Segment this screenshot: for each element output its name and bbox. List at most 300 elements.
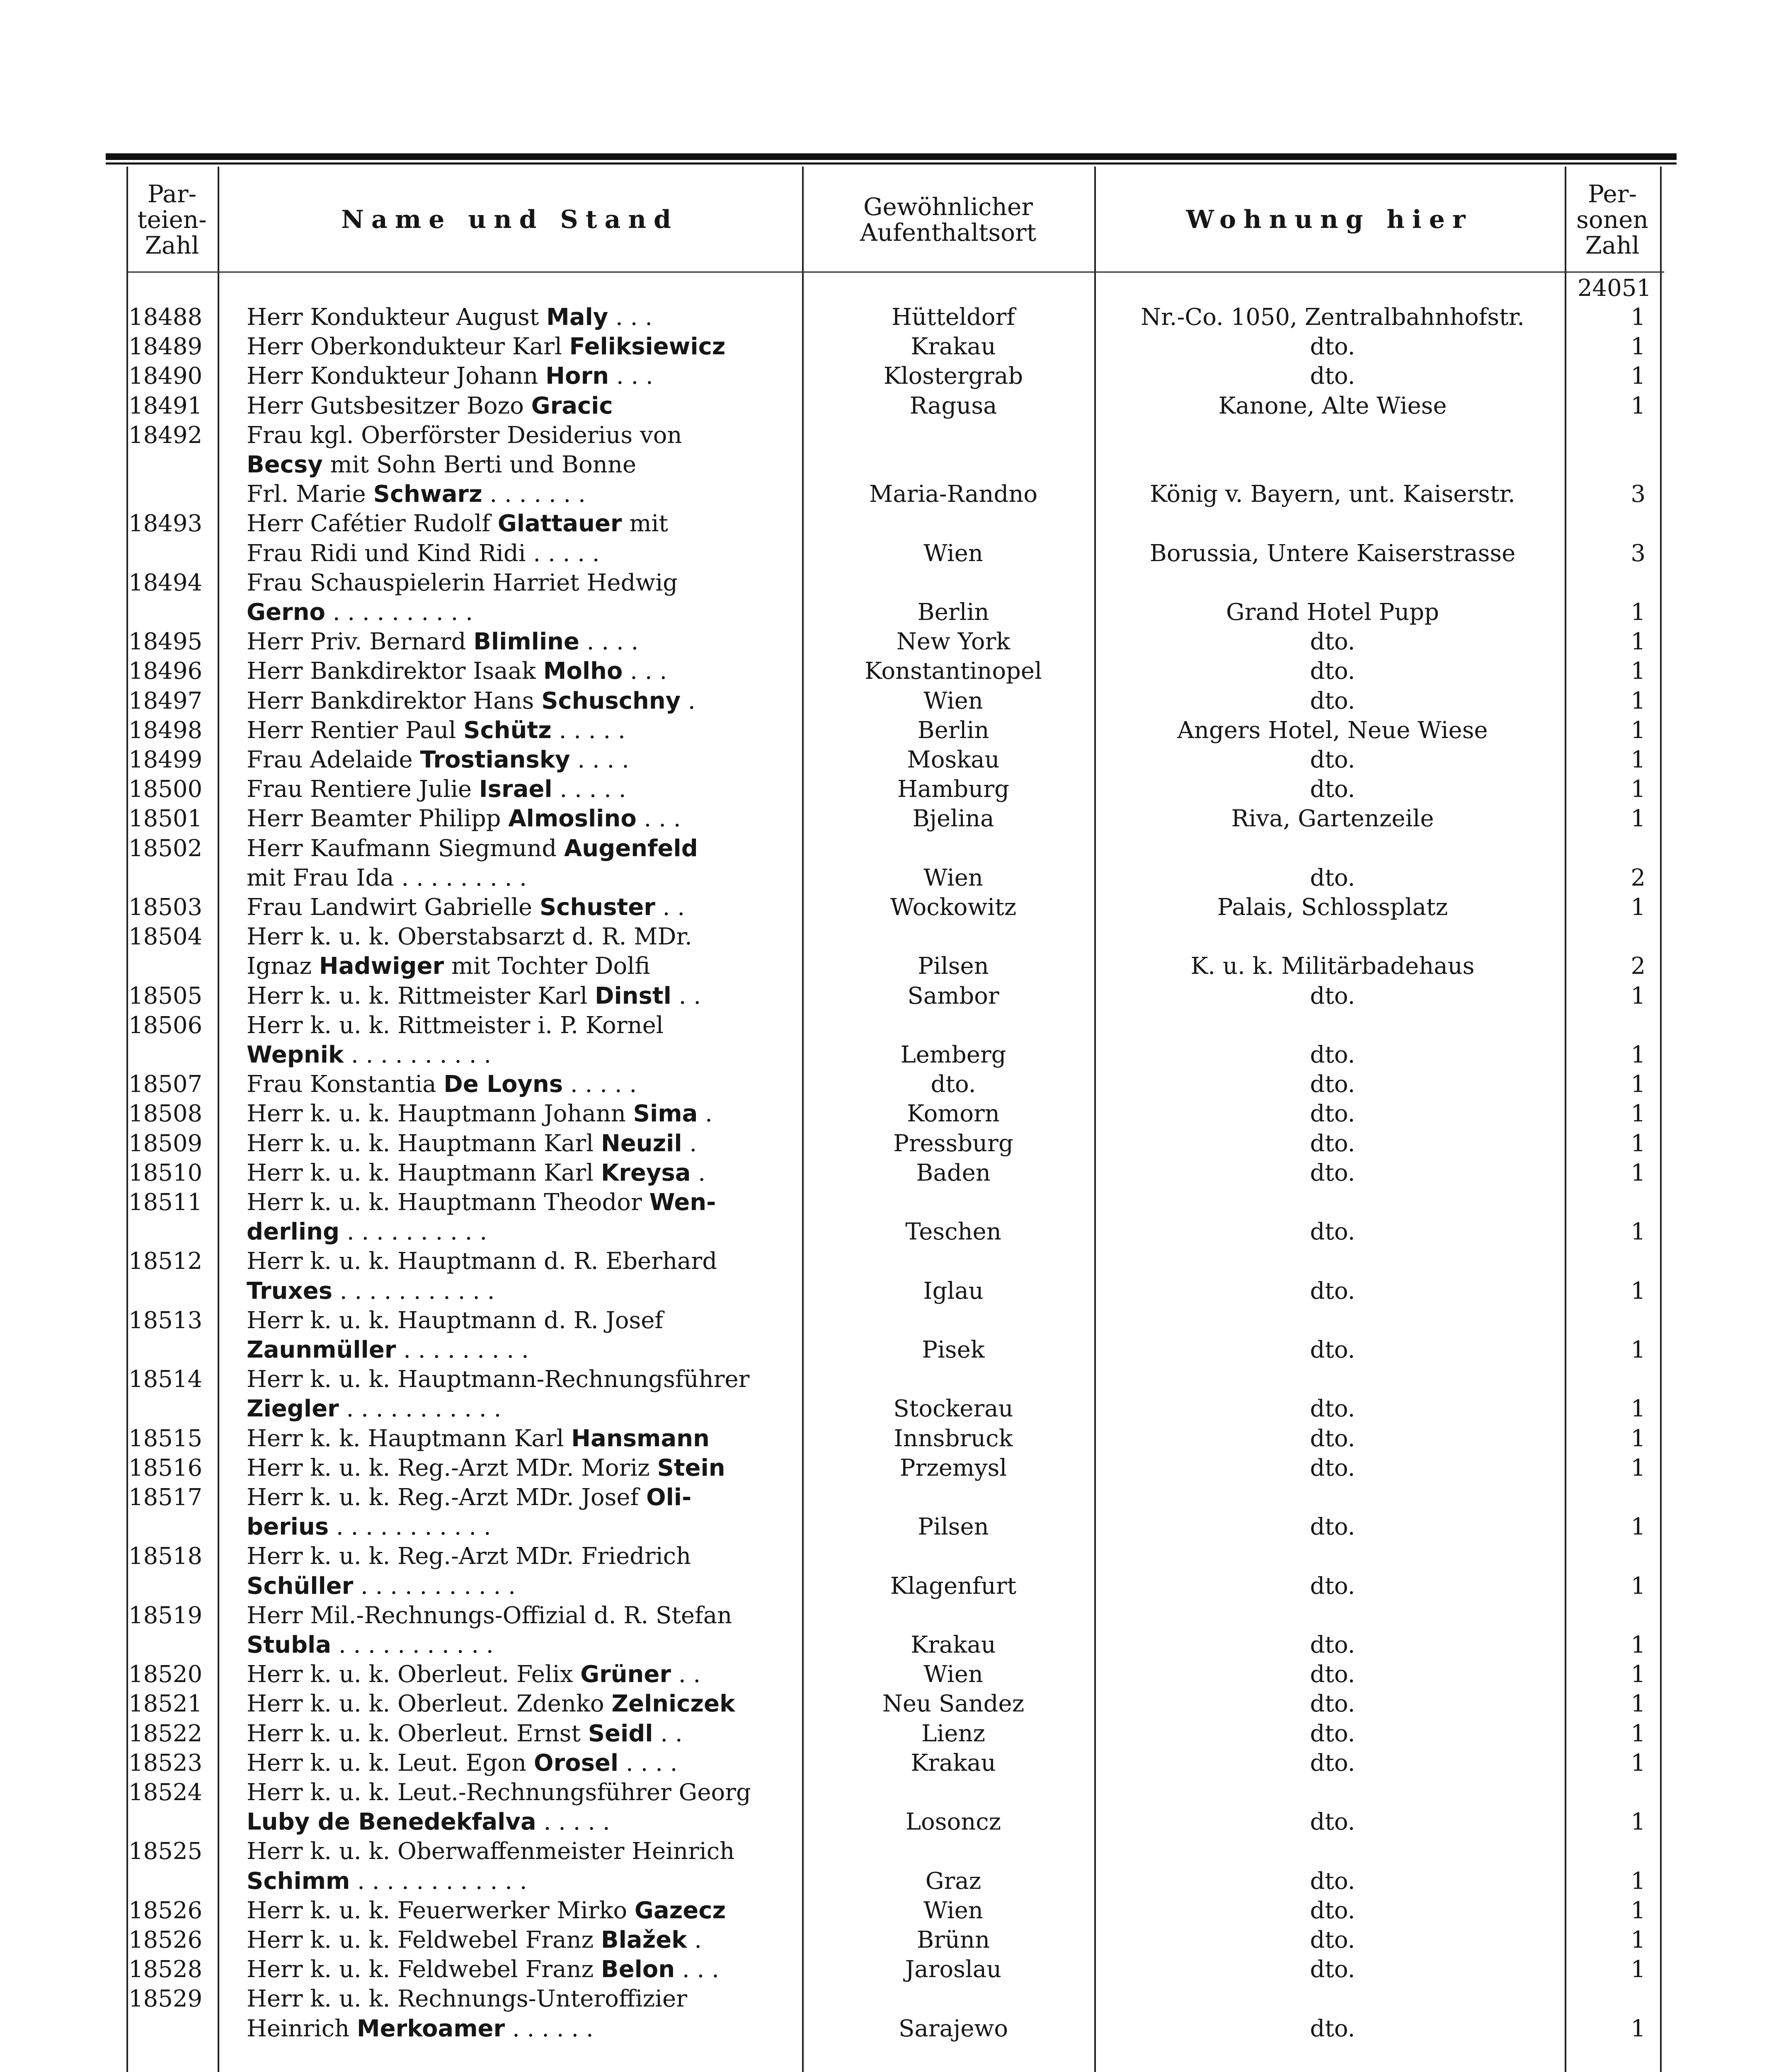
local-address: dto. xyxy=(1310,1631,1355,1658)
name-and-status xyxy=(247,716,798,745)
table-row xyxy=(0,2014,1774,2043)
table-row xyxy=(0,1689,1774,1719)
name-prefix: Herr Cafétier Rudolf xyxy=(247,510,498,537)
party-number: 18494 xyxy=(128,569,203,596)
surname: Grüner xyxy=(580,1661,671,1688)
name-prefix: Herr k. u. k. Hauptmann d. R. Josef xyxy=(247,1307,664,1334)
person-count: 1 xyxy=(1631,1425,1646,1452)
surname: Zaunmüller xyxy=(247,1336,396,1363)
name-suffix: . . . xyxy=(636,805,681,833)
name-prefix: Frau Rentiere Julie xyxy=(247,776,479,803)
local-address: dto. xyxy=(1310,1661,1355,1688)
person-count: 1 xyxy=(1631,2015,1646,2042)
name-and-status xyxy=(247,509,798,538)
surname: Sima xyxy=(633,1100,698,1128)
surname: Maly xyxy=(546,304,608,331)
name-suffix: . . xyxy=(653,1720,683,1747)
surname: Becsy xyxy=(247,451,323,478)
name-and-status xyxy=(247,450,798,479)
name-and-status xyxy=(247,1866,798,1896)
name-suffix: . . . xyxy=(608,304,653,331)
party-number: 18492 xyxy=(128,421,203,449)
person-count: 2 xyxy=(1631,953,1646,980)
name-and-status xyxy=(247,1807,798,1837)
carry-in-total: 24051 xyxy=(1577,275,1652,302)
table-row xyxy=(0,598,1774,627)
local-address: Palais, Schlossplatz xyxy=(1217,894,1448,921)
name-prefix: Herr Oberkondukteur Karl xyxy=(247,333,570,361)
name-suffix: . xyxy=(691,1159,706,1186)
local-address: dto. xyxy=(1310,1159,1355,1186)
surname: Belon xyxy=(601,1956,675,1983)
person-count: 1 xyxy=(1631,392,1646,419)
name-suffix: . . . . . . . . . . . . xyxy=(350,1867,527,1895)
name-prefix: Herr k. u. k. Hauptmann Karl xyxy=(247,1159,601,1186)
surname: Seidl xyxy=(588,1720,653,1747)
surname: Israel xyxy=(479,776,553,803)
name-prefix: Frau Adelaide xyxy=(247,746,420,773)
name-and-status xyxy=(247,568,798,598)
surname: Gazecz xyxy=(634,1897,726,1924)
name-suffix: . xyxy=(698,1100,713,1128)
usual-residence: Sarajewo xyxy=(898,2015,1008,2042)
table-row xyxy=(0,479,1774,509)
name-prefix: Herr k. u. k. Oberleut. Zdenko xyxy=(247,1690,612,1718)
name-and-status xyxy=(247,1778,798,1807)
local-address: dto. xyxy=(1310,1956,1355,1983)
name-suffix: . . . . . . . . . . . xyxy=(329,1513,491,1541)
usual-residence: Pilsen xyxy=(918,1513,989,1541)
name-suffix: mit xyxy=(622,510,668,537)
name-and-status xyxy=(247,745,798,775)
name-prefix: Herr Gutsbesitzer Bozo xyxy=(247,392,531,419)
name-and-status xyxy=(247,1129,798,1158)
surname: Schwarz xyxy=(373,481,482,508)
table-row xyxy=(0,1896,1774,1925)
local-address: dto. xyxy=(1310,2015,1355,2042)
table-row xyxy=(0,1778,1774,1807)
surname: Hansmann xyxy=(571,1425,710,1452)
name-prefix: Herr k. u. k. Oberleut. Felix xyxy=(247,1661,581,1688)
surname: Luby de Benedekfalva xyxy=(247,1808,536,1836)
table-row xyxy=(0,303,1774,332)
table-row xyxy=(0,745,1774,775)
local-address: dto. xyxy=(1310,1927,1355,1953)
local-address: dto. xyxy=(1310,1071,1355,1098)
name-suffix: . . . . . xyxy=(563,1071,637,1098)
usual-residence: Wien xyxy=(923,687,983,714)
table-row xyxy=(0,1011,1774,1040)
name-and-status xyxy=(247,303,798,332)
name-prefix: Herr k. u. k. Feldwebel Franz xyxy=(247,1927,601,1953)
surname: Schuschny xyxy=(541,687,681,714)
name-suffix: . . . . . . . . . . xyxy=(339,1218,487,1246)
person-count: 1 xyxy=(1631,1130,1646,1157)
name-prefix: Herr k. u. k. Hauptmann Theodor xyxy=(247,1189,649,1216)
table-row xyxy=(0,361,1774,391)
table-row xyxy=(0,1099,1774,1128)
name-prefix: Heinrich xyxy=(247,2015,357,2042)
name-prefix: Herr k. u. k. Rittmeister i. P. Kornel xyxy=(247,1012,664,1039)
surname: Trostiansky xyxy=(420,746,570,773)
name-and-status xyxy=(247,1571,798,1601)
name-prefix: Herr k. u. k. Feuerwerker Mirko xyxy=(247,1897,635,1924)
header-origin: Gewöhnlicher Aufenthaltsort xyxy=(860,193,1037,247)
local-address: dto. xyxy=(1310,1720,1355,1747)
person-count: 1 xyxy=(1631,1041,1646,1068)
name-prefix: Herr k. u. k. Leut. Egon xyxy=(247,1749,534,1777)
name-suffix: mit Sohn Berti und Bonne xyxy=(322,451,637,478)
name-and-status xyxy=(247,1158,798,1188)
party-number: 18498 xyxy=(128,716,203,744)
usual-residence: Klostergrab xyxy=(883,363,1023,390)
person-count: 1 xyxy=(1631,1071,1646,1098)
table-row xyxy=(0,627,1774,656)
name-and-status xyxy=(247,1601,798,1630)
name-prefix: Herr k. u. k. Hauptmann d. R. Eberhard xyxy=(247,1248,717,1275)
name-prefix: Herr k. u. k. Hauptmann Johann xyxy=(247,1100,633,1128)
name-and-status xyxy=(247,598,798,627)
surname: Molho xyxy=(543,658,623,685)
party-number: 18512 xyxy=(128,1248,203,1275)
usual-residence: Wockowitz xyxy=(890,894,1017,921)
local-address: dto. xyxy=(1310,1041,1355,1068)
table-row xyxy=(0,951,1774,981)
name-and-status xyxy=(247,1837,798,1866)
name-and-status xyxy=(247,1925,798,1955)
table-row xyxy=(0,1394,1774,1423)
surname: Wen- xyxy=(649,1189,716,1216)
person-count: 1 xyxy=(1631,599,1646,626)
usual-residence: Berlin xyxy=(917,599,989,626)
person-count: 1 xyxy=(1631,1808,1646,1836)
party-number: 18489 xyxy=(128,333,203,361)
local-address: dto. xyxy=(1310,1277,1355,1305)
usual-residence: New York xyxy=(896,628,1011,656)
party-number: 18488 xyxy=(128,304,203,331)
table-row xyxy=(0,1571,1774,1601)
person-count: 1 xyxy=(1631,1395,1646,1423)
name-prefix: Herr Beamter Philipp xyxy=(247,805,509,833)
surname: Schuster xyxy=(539,894,655,921)
table-row xyxy=(0,981,1774,1011)
person-count: 1 xyxy=(1631,894,1646,921)
usual-residence: Przemysl xyxy=(899,1454,1007,1481)
table-row xyxy=(0,1630,1774,1660)
party-number: 18526 xyxy=(128,1897,203,1924)
name-suffix: . . . . . . . . . xyxy=(396,1336,529,1363)
local-address: dto. xyxy=(1310,776,1355,803)
local-address: Borussia, Untere Kaiserstrasse xyxy=(1149,540,1516,567)
table-row xyxy=(0,1424,1774,1453)
usual-residence: Sambor xyxy=(907,982,999,1009)
name-and-status xyxy=(247,539,798,568)
surname: Horn xyxy=(545,363,609,390)
party-number: 18528 xyxy=(128,1956,203,1983)
surname: Orosel xyxy=(533,1749,619,1777)
usual-residence: Krakau xyxy=(911,333,996,361)
name-suffix: mit Tochter Dolfi xyxy=(444,953,650,980)
name-and-status xyxy=(247,1306,798,1335)
party-number: 18513 xyxy=(128,1307,203,1334)
party-number: 18521 xyxy=(128,1690,203,1718)
party-number: 18517 xyxy=(128,1484,203,1511)
usual-residence: Teschen xyxy=(905,1218,1001,1246)
name-suffix: . . . . . . xyxy=(505,2015,594,2042)
name-and-status xyxy=(247,893,798,922)
usual-residence: Klagenfurt xyxy=(890,1572,1017,1600)
name-prefix: Herr Rentier Paul xyxy=(247,716,464,744)
surname: Schüller xyxy=(247,1572,354,1600)
local-address: dto. xyxy=(1310,1425,1355,1452)
name-suffix: . . . . . . . . . . . xyxy=(331,1631,494,1658)
top-rule-thin xyxy=(106,162,1677,165)
name-prefix: Herr Kondukteur August xyxy=(247,304,547,331)
table-row xyxy=(0,1217,1774,1247)
person-count: 1 xyxy=(1631,1631,1646,1658)
name-prefix: Herr k. u. k. Reg.-Arzt MDr. Josef xyxy=(247,1484,646,1511)
table-row xyxy=(0,656,1774,686)
local-address: dto. xyxy=(1310,1897,1355,1924)
table-row xyxy=(0,922,1774,951)
name-and-status xyxy=(247,332,798,361)
party-number: 18496 xyxy=(128,658,203,685)
name-and-status xyxy=(247,1689,798,1719)
name-prefix: Herr Bankdirektor Isaak xyxy=(247,658,543,685)
surname: Glattauer xyxy=(497,510,622,537)
name-suffix: . . . . xyxy=(579,628,639,656)
usual-residence: Wien xyxy=(923,864,983,891)
surname: Schütz xyxy=(463,716,552,744)
surname: Neuzil xyxy=(601,1130,682,1157)
usual-residence: Jaroslau xyxy=(905,1956,1002,1983)
usual-residence: Ragusa xyxy=(909,392,997,419)
name-prefix: Herr k. u. k. Oberleut. Ernst xyxy=(247,1720,588,1747)
table-row xyxy=(0,1188,1774,1217)
table-row xyxy=(0,1837,1774,1866)
surname: Blažek xyxy=(601,1927,687,1953)
usual-residence: Neu Sandez xyxy=(882,1690,1025,1718)
party-number: 18493 xyxy=(128,510,203,537)
name-and-status xyxy=(247,1453,798,1483)
name-and-status xyxy=(247,361,798,391)
party-number: 18516 xyxy=(128,1454,203,1481)
name-and-status xyxy=(247,2014,798,2043)
name-and-status xyxy=(247,834,798,863)
person-count: 1 xyxy=(1631,687,1646,714)
name-suffix: . . . xyxy=(675,1956,719,1983)
name-suffix: . . xyxy=(671,1661,701,1688)
person-count: 3 xyxy=(1631,481,1646,508)
name-and-status xyxy=(247,922,798,951)
table-row xyxy=(0,421,1774,450)
table-row xyxy=(0,834,1774,863)
surname: Ziegler xyxy=(247,1395,339,1423)
name-and-status xyxy=(247,775,798,804)
name-and-status xyxy=(247,1394,798,1423)
table-row xyxy=(0,1512,1774,1542)
name-and-status xyxy=(247,627,798,656)
name-prefix: Frau Schauspielerin Harriet Hedwig xyxy=(247,569,678,596)
name-prefix: Herr Mil.-Rechnungs-Offizial d. R. Stefan xyxy=(247,1602,732,1629)
usual-residence: Lienz xyxy=(921,1720,985,1747)
name-prefix: Herr k. u. k. Oberstabsarzt d. R. MDr. xyxy=(247,923,692,951)
person-count: 1 xyxy=(1631,776,1646,803)
table-row xyxy=(0,1247,1774,1276)
party-number: 18500 xyxy=(128,776,203,803)
surname: Wepnik xyxy=(247,1041,344,1068)
person-count: 1 xyxy=(1631,1454,1646,1481)
local-address: dto. xyxy=(1310,628,1355,656)
table-row xyxy=(0,804,1774,833)
table-row xyxy=(0,863,1774,893)
usual-residence: Maria-Randno xyxy=(869,481,1038,508)
name-prefix: Frl. Marie xyxy=(247,481,373,508)
party-number: 18490 xyxy=(128,363,203,390)
local-address: dto. xyxy=(1310,333,1355,361)
top-rule xyxy=(106,153,1677,160)
party-number: 18524 xyxy=(128,1779,203,1806)
name-suffix: . . . xyxy=(623,658,667,685)
name-and-status xyxy=(247,686,798,716)
name-and-status xyxy=(247,1070,798,1099)
name-and-status xyxy=(247,1483,798,1512)
party-number: 18522 xyxy=(128,1720,203,1747)
local-address: Nr.-Co. 1050, Zentralbahnhofstr. xyxy=(1141,304,1524,331)
party-number: 18526 xyxy=(128,1927,203,1953)
usual-residence: Pilsen xyxy=(918,953,989,980)
usual-residence: Hamburg xyxy=(897,776,1009,803)
name-and-status xyxy=(247,1335,798,1365)
name-suffix: . . . . . . . xyxy=(482,481,586,508)
surname: Schimm xyxy=(247,1867,350,1895)
surname: Gerno xyxy=(247,599,325,626)
table-row xyxy=(0,1748,1774,1778)
usual-residence: Moskau xyxy=(907,746,1000,773)
party-number: 18529 xyxy=(128,1985,203,2013)
usual-residence: Graz xyxy=(925,1867,982,1895)
name-prefix: mit Frau Ida . . . . . . . . . xyxy=(247,864,527,891)
person-count: 1 xyxy=(1631,1956,1646,1983)
table-row xyxy=(0,1925,1774,1955)
name-prefix: Herr k. u. k. Reg.-Arzt MDr. Moriz xyxy=(247,1454,657,1481)
name-prefix: Herr k. u. k. Hauptmann Karl xyxy=(247,1130,601,1157)
name-prefix: Herr Kaufmann Siegmund xyxy=(247,835,564,862)
party-number: 18491 xyxy=(128,392,203,419)
table-row xyxy=(0,1955,1774,1984)
name-suffix: . xyxy=(682,1130,697,1157)
name-prefix: Frau Konstantia xyxy=(247,1071,444,1098)
person-count: 1 xyxy=(1631,333,1646,361)
name-prefix: Herr Priv. Bernard xyxy=(247,628,474,656)
name-prefix: Ignaz xyxy=(247,953,319,980)
name-prefix: Herr k. u. k. Rechnungs-Unteroffizier xyxy=(247,1985,687,2013)
table-row xyxy=(0,1129,1774,1158)
person-count: 1 xyxy=(1631,1690,1646,1718)
usual-residence: Wien xyxy=(923,1661,983,1688)
name-prefix: Frau Landwirt Gabrielle xyxy=(247,894,540,921)
local-address: dto. xyxy=(1310,687,1355,714)
name-suffix: . . . . . . . . . . . xyxy=(353,1572,516,1600)
usual-residence: Innsbruck xyxy=(894,1425,1013,1452)
name-suffix: . . . . . . . . . . xyxy=(344,1041,492,1068)
usual-residence: Wien xyxy=(923,1897,983,1924)
local-address: dto. xyxy=(1310,1867,1355,1895)
name-and-status xyxy=(247,1896,798,1925)
name-and-status xyxy=(247,1365,798,1394)
usual-residence: Pressburg xyxy=(893,1130,1013,1157)
name-prefix: Herr Kondukteur Johann xyxy=(247,363,546,390)
local-address: dto. xyxy=(1310,1454,1355,1481)
person-count: 1 xyxy=(1631,746,1646,773)
name-and-status xyxy=(247,1984,798,2014)
local-address: dto. xyxy=(1310,658,1355,685)
name-prefix: Herr k. u. k. Leut.-Rechnungsführer Georg xyxy=(247,1779,751,1806)
name-and-status xyxy=(247,981,798,1011)
name-and-status xyxy=(247,1955,798,1984)
usual-residence: Wien xyxy=(923,540,983,567)
local-address: dto. xyxy=(1310,746,1355,773)
local-address: dto. xyxy=(1310,1336,1355,1363)
local-address: dto. xyxy=(1310,1572,1355,1600)
name-suffix: . . . . . xyxy=(536,1808,610,1836)
table-row xyxy=(0,1158,1774,1188)
local-address: König v. Bayern, unt. Kaiserstr. xyxy=(1150,481,1515,508)
table-row xyxy=(0,775,1774,804)
local-address: Riva, Gartenzeile xyxy=(1231,805,1434,833)
party-number: 18511 xyxy=(128,1189,203,1216)
party-number: 18504 xyxy=(128,923,203,951)
party-number: 18523 xyxy=(128,1749,203,1777)
person-count: 1 xyxy=(1631,628,1646,656)
table-row xyxy=(0,1070,1774,1099)
name-and-status xyxy=(247,863,798,893)
usual-residence: Hütteldorf xyxy=(891,304,1015,331)
person-count: 3 xyxy=(1631,540,1646,567)
name-and-status xyxy=(247,1276,798,1306)
party-number: 18503 xyxy=(128,894,203,921)
name-and-status xyxy=(247,1512,798,1542)
name-and-status xyxy=(247,1542,798,1571)
table-row xyxy=(0,1807,1774,1837)
table-row xyxy=(0,1984,1774,2014)
person-count: 1 xyxy=(1631,1100,1646,1128)
party-number: 18508 xyxy=(128,1100,203,1128)
name-and-status xyxy=(247,1424,798,1453)
name-prefix: Herr k. u. k. Oberwaffenmeister Heinrich xyxy=(247,1838,735,1865)
table-row xyxy=(0,568,1774,598)
usual-residence: Komorn xyxy=(907,1100,1000,1128)
name-prefix: Herr k. u. k. Reg.-Arzt MDr. Friedrich xyxy=(247,1543,691,1570)
name-suffix: . . . . xyxy=(570,746,629,773)
usual-residence: Berlin xyxy=(917,716,989,744)
table-row xyxy=(0,1365,1774,1394)
party-number: 18497 xyxy=(128,687,203,714)
table-row xyxy=(0,1542,1774,1571)
person-count: 1 xyxy=(1631,716,1646,744)
party-number: 18507 xyxy=(128,1071,203,1098)
surname: Feliksiewicz xyxy=(569,333,726,361)
person-count: 1 xyxy=(1631,658,1646,685)
table-row xyxy=(0,1040,1774,1070)
name-suffix: . . . . . . . . . . . xyxy=(332,1277,495,1305)
table-row xyxy=(0,1335,1774,1365)
name-and-status xyxy=(247,656,798,686)
name-and-status xyxy=(247,391,798,421)
name-and-status xyxy=(247,1099,798,1128)
party-number: 18506 xyxy=(128,1012,203,1039)
person-count: 1 xyxy=(1631,304,1646,331)
